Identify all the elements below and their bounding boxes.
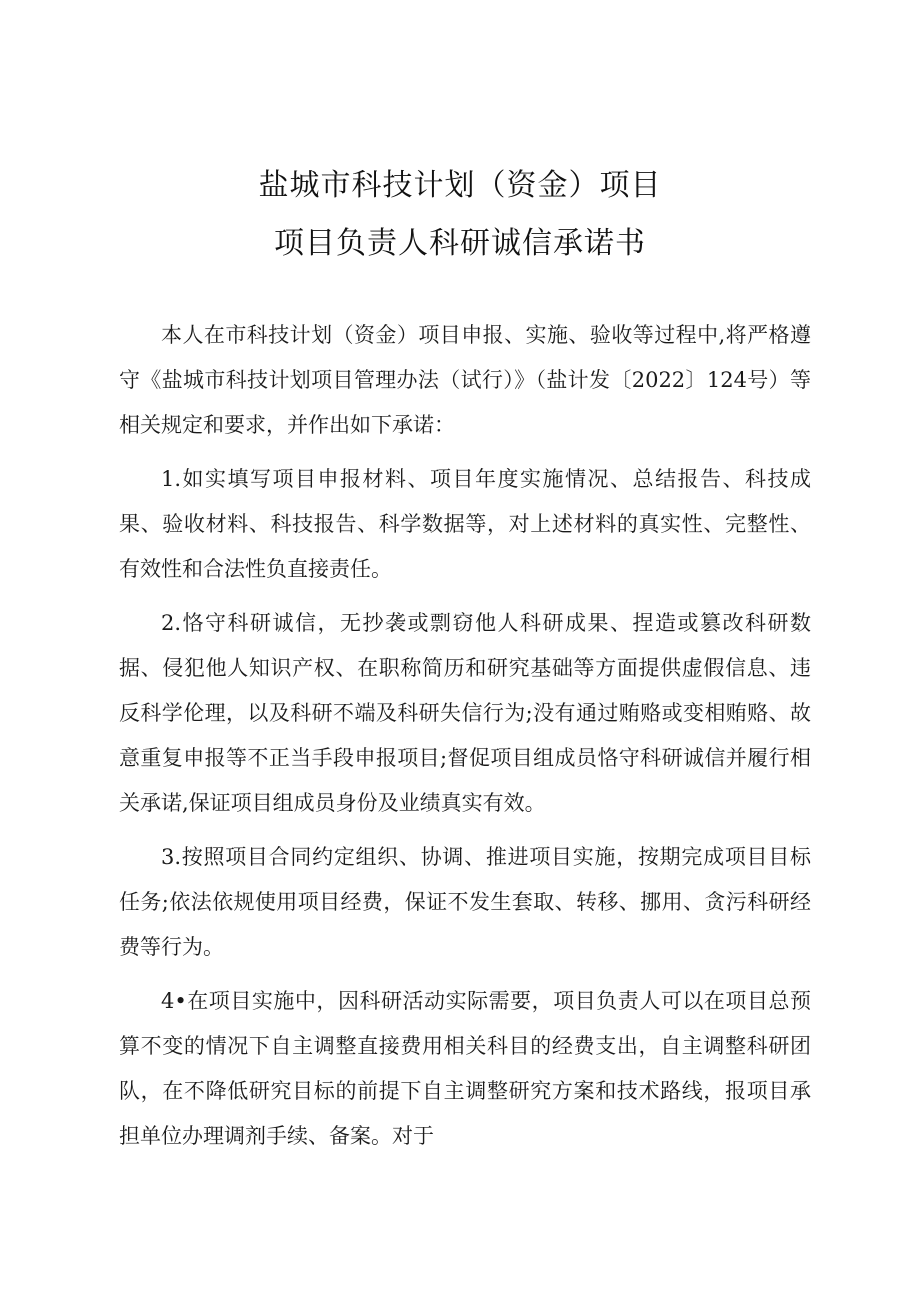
- commitment-1-paragraph: 1.如实填写项目申报材料、项目年度实施情况、总结报告、科技成果、验收材料、科技报告、科学数据等，对上述材料的真实性、完整性、有效性和合法性负直接责任。: [119, 467, 811, 581]
- intro-paragraph: 本人在市科技计划（资金）项目申报、实施、验收等过程中,将严格遵守《盐城市科技计划项目管理办法（试行）》（盐计发〔2022〕124号）等相关规定和要求，并作出如下承诺：: [119, 323, 811, 437]
- commitment-2-paragraph: 2.恪守科研诚信，无抄袭或剽窃他人科研成果、捏造或篡改科研数据、侵犯他人知识产权、在职称简历和研究基础等方面提供虚假信息、违反科学伦理，以及科研不端及科研失信行为;没有通过贿赂或变相贿赂、故意重复申报等不正当手段申报项目;督促项目组成员恪守科研诚信并履行相关承诺,保证项目组成员身份及业绩真实有效。: [119, 611, 811, 815]
- document-title-line-1: 盐城市科技计划（资金）项目: [258, 168, 662, 203]
- document-title-line-2: 项目负责人科研诚信承诺书: [274, 226, 646, 261]
- commitment-3-paragraph: 3.按照项目合同约定组织、协调、推进项目实施，按期完成项目目标任务;依法依规使用项目经费，保证不发生套取、转移、挪用、贪污科研经费等行为。: [119, 845, 811, 959]
- document-body: [119, 313, 811, 1168]
- commitment-4-paragraph: 4•在项目实施中，因科研活动实际需要，项目负责人可以在项目总预算不变的情况下自主调整直接费用相关科目的经费支出，自主调整科研团队，在不降低研究目标的前提下自主调整研究方案和技术路线，报项目承担单位办理调剂手续、备案。对于: [119, 989, 811, 1148]
